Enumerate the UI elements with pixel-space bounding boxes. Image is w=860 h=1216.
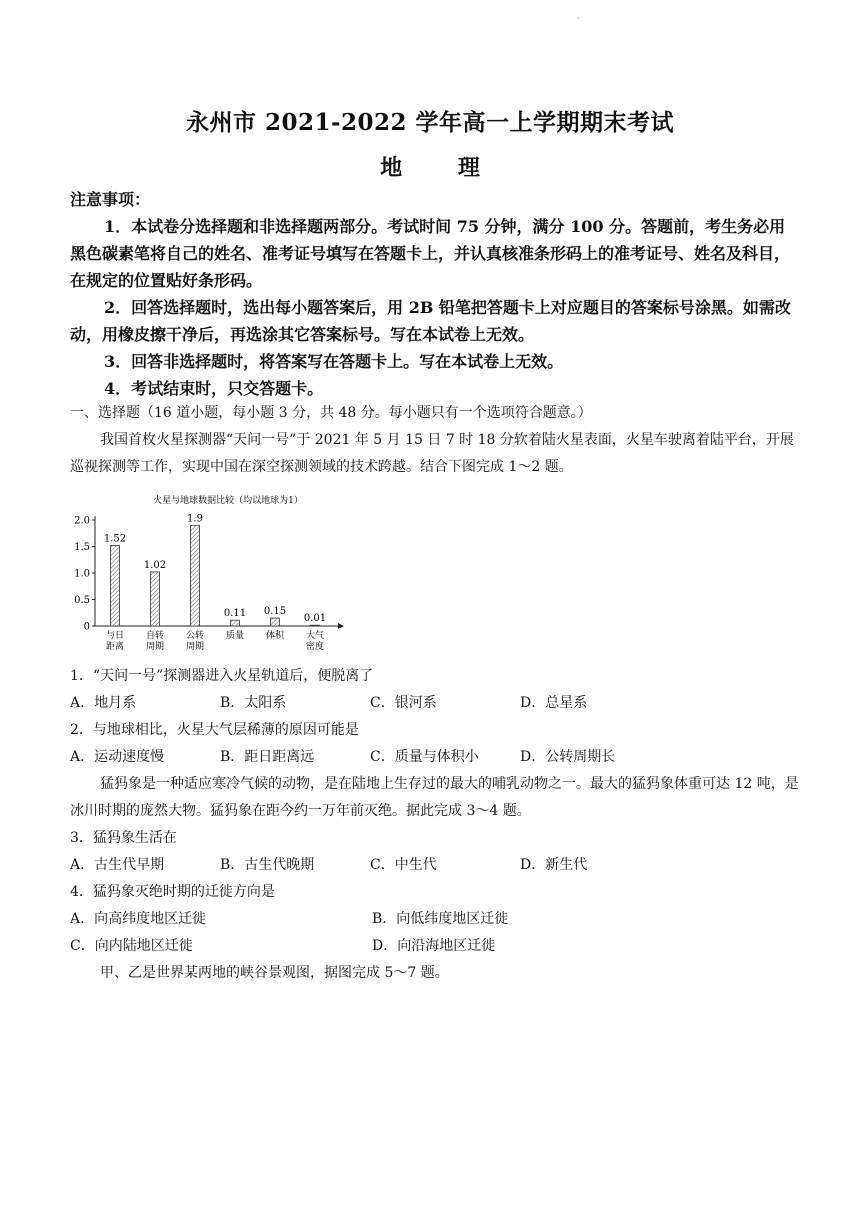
bar-value-label: 0.01 bbox=[303, 613, 327, 625]
y-tick-label: 1.0 bbox=[74, 568, 90, 580]
x-tick-label: 周期 bbox=[185, 642, 205, 652]
q1-option-d[interactable]: D．总星系 bbox=[520, 695, 588, 711]
x-tick-label: 公转 bbox=[185, 631, 205, 641]
question-4-options-row-1 bbox=[70, 906, 800, 933]
x-axis-arrow bbox=[338, 623, 344, 629]
chart-title: 火星与地球数据比较（均以地球为1） bbox=[153, 496, 303, 506]
x-tick-label: 质量 bbox=[225, 631, 245, 641]
bar bbox=[191, 525, 200, 626]
exam-subject: 地 理 bbox=[380, 155, 504, 181]
q3-option-d[interactable]: D．新生代 bbox=[520, 857, 588, 873]
question-3-stem: 3．猛犸象生活在 bbox=[70, 830, 177, 846]
question-4-options-row-2 bbox=[70, 933, 800, 960]
q3-option-c[interactable]: C．中生代 bbox=[370, 857, 437, 873]
exam-title: 永州市 2021-2022 学年高一上学期期末考试 bbox=[185, 109, 675, 136]
q4-option-c[interactable]: C．向内陆地区迁徙 bbox=[70, 938, 193, 954]
bar bbox=[231, 620, 240, 626]
section-heading: 一、选择题（16 道小题，每小题 3 分，共 48 分。每小题只有一个选项符合题意。） bbox=[70, 405, 592, 421]
y-tick-label: 1.5 bbox=[74, 542, 90, 553]
bar-value-label: 1.9 bbox=[187, 513, 203, 525]
q3-option-a[interactable]: A．古生代早期 bbox=[70, 857, 165, 873]
passage-mammoth: 猛犸象是一种适应寒冷气候的动物，是在陆地上生存过的最大的哺乳动物之一。最大的猛犸象体重可达 12 吨，是冰川时期的庞然大物。猛犸象在距今约一万年前灭绝。据此完成 3～4 题。 bbox=[70, 776, 799, 819]
scan-mark: · bbox=[577, 14, 580, 23]
x-tick-label: 周期 bbox=[145, 642, 165, 652]
x-tick-label: 距离 bbox=[105, 642, 125, 652]
question-2-stem: 2．与地球相比，火星大气层稀薄的原因可能是 bbox=[70, 722, 359, 738]
x-tick-label: 自转 bbox=[145, 631, 165, 641]
bar bbox=[271, 618, 280, 626]
mars-earth-bar-chart bbox=[70, 490, 360, 660]
instruction-item-4: 4．考试结束时，只交答题卡。 bbox=[104, 379, 324, 398]
question-2-options bbox=[70, 744, 800, 771]
q2-option-d[interactable]: D．公转周期长 bbox=[520, 749, 616, 765]
instruction-item-3: 3．回答非选择题时，将答案写在答题卡上。写在本试卷上无效。 bbox=[104, 352, 564, 371]
instruction-item-2: 2．回答选择题时，选出每小题答案后，用 2B 铅笔把答题卡上对应题目的答案标号涂黑。如需改动，用橡皮擦干净后，再选涂其它答案标号。写在本试卷上无效。 bbox=[70, 298, 791, 344]
bar bbox=[111, 545, 120, 626]
question-3-options bbox=[70, 852, 800, 879]
q1-option-c[interactable]: C．银河系 bbox=[370, 695, 437, 711]
question-4-stem: 4．猛犸象灭绝时期的迁徙方向是 bbox=[70, 884, 275, 900]
q2-option-c[interactable]: C．质量与体积小 bbox=[370, 749, 479, 765]
question-1-stem: 1．“天问一号”探测器进入火星轨道后，便脱离了 bbox=[70, 668, 374, 684]
exam-instructions bbox=[70, 186, 800, 402]
x-tick-label: 密度 bbox=[305, 642, 325, 652]
passage-canyon: 甲、乙是世界某两地的峡谷景观图，据图完成 5～7 题。 bbox=[100, 965, 449, 981]
q2-option-b[interactable]: B．距日距离远 bbox=[220, 749, 315, 765]
bar-value-label: 1.02 bbox=[143, 559, 167, 571]
x-tick-label: 大气 bbox=[305, 631, 325, 641]
instructions-heading: 注意事项： bbox=[70, 190, 151, 209]
y-tick-label: 2.0 bbox=[74, 515, 90, 527]
bar bbox=[311, 625, 320, 626]
bar-value-label: 0.15 bbox=[263, 606, 287, 618]
questions-block bbox=[70, 663, 800, 987]
question-1-options bbox=[70, 690, 800, 717]
q3-option-b[interactable]: B．古生代晚期 bbox=[220, 857, 315, 873]
q4-option-b[interactable]: B．向低纬度地区迁徙 bbox=[372, 911, 509, 927]
bar bbox=[151, 572, 160, 626]
q4-option-a[interactable]: A．向高纬度地区迁徙 bbox=[70, 911, 207, 927]
q1-option-b[interactable]: B．太阳系 bbox=[220, 695, 287, 711]
instruction-item-1: 1．本试卷分选择题和非选择题两部分。考试时间 75 分钟，满分 100 分。答题前，考生务必用黑色碳素笔将自己的姓名、准考证号填写在答题卡上，并认真核准条形码上的准考证号、姓名及科目，在规定的位置贴好条形码。 bbox=[70, 217, 791, 290]
y-tick-label: 0 bbox=[83, 621, 90, 633]
section-choice-intro bbox=[70, 400, 800, 481]
x-tick-label: 体积 bbox=[265, 631, 285, 641]
x-tick-label: 与日 bbox=[105, 631, 125, 641]
q2-option-a[interactable]: A．运动速度慢 bbox=[70, 749, 165, 765]
y-tick-label: 0.5 bbox=[74, 595, 90, 606]
bar-value-label: 1.52 bbox=[103, 533, 127, 545]
bar-value-label: 0.11 bbox=[223, 608, 247, 620]
q1-option-a[interactable]: A．地月系 bbox=[70, 695, 137, 711]
passage-mars: 我国首枚火星探测器“天问一号”于 2021 年 5 月 15 日 7 时 18 分软着陆火星表面，火星车驶离着陆平台，开展巡视探测等工作，实现中国在深空探测领域的技术跨越。结合下图完成 1～2 题。 bbox=[70, 432, 794, 475]
q4-option-d[interactable]: D．向沿海地区迁徙 bbox=[372, 938, 496, 954]
